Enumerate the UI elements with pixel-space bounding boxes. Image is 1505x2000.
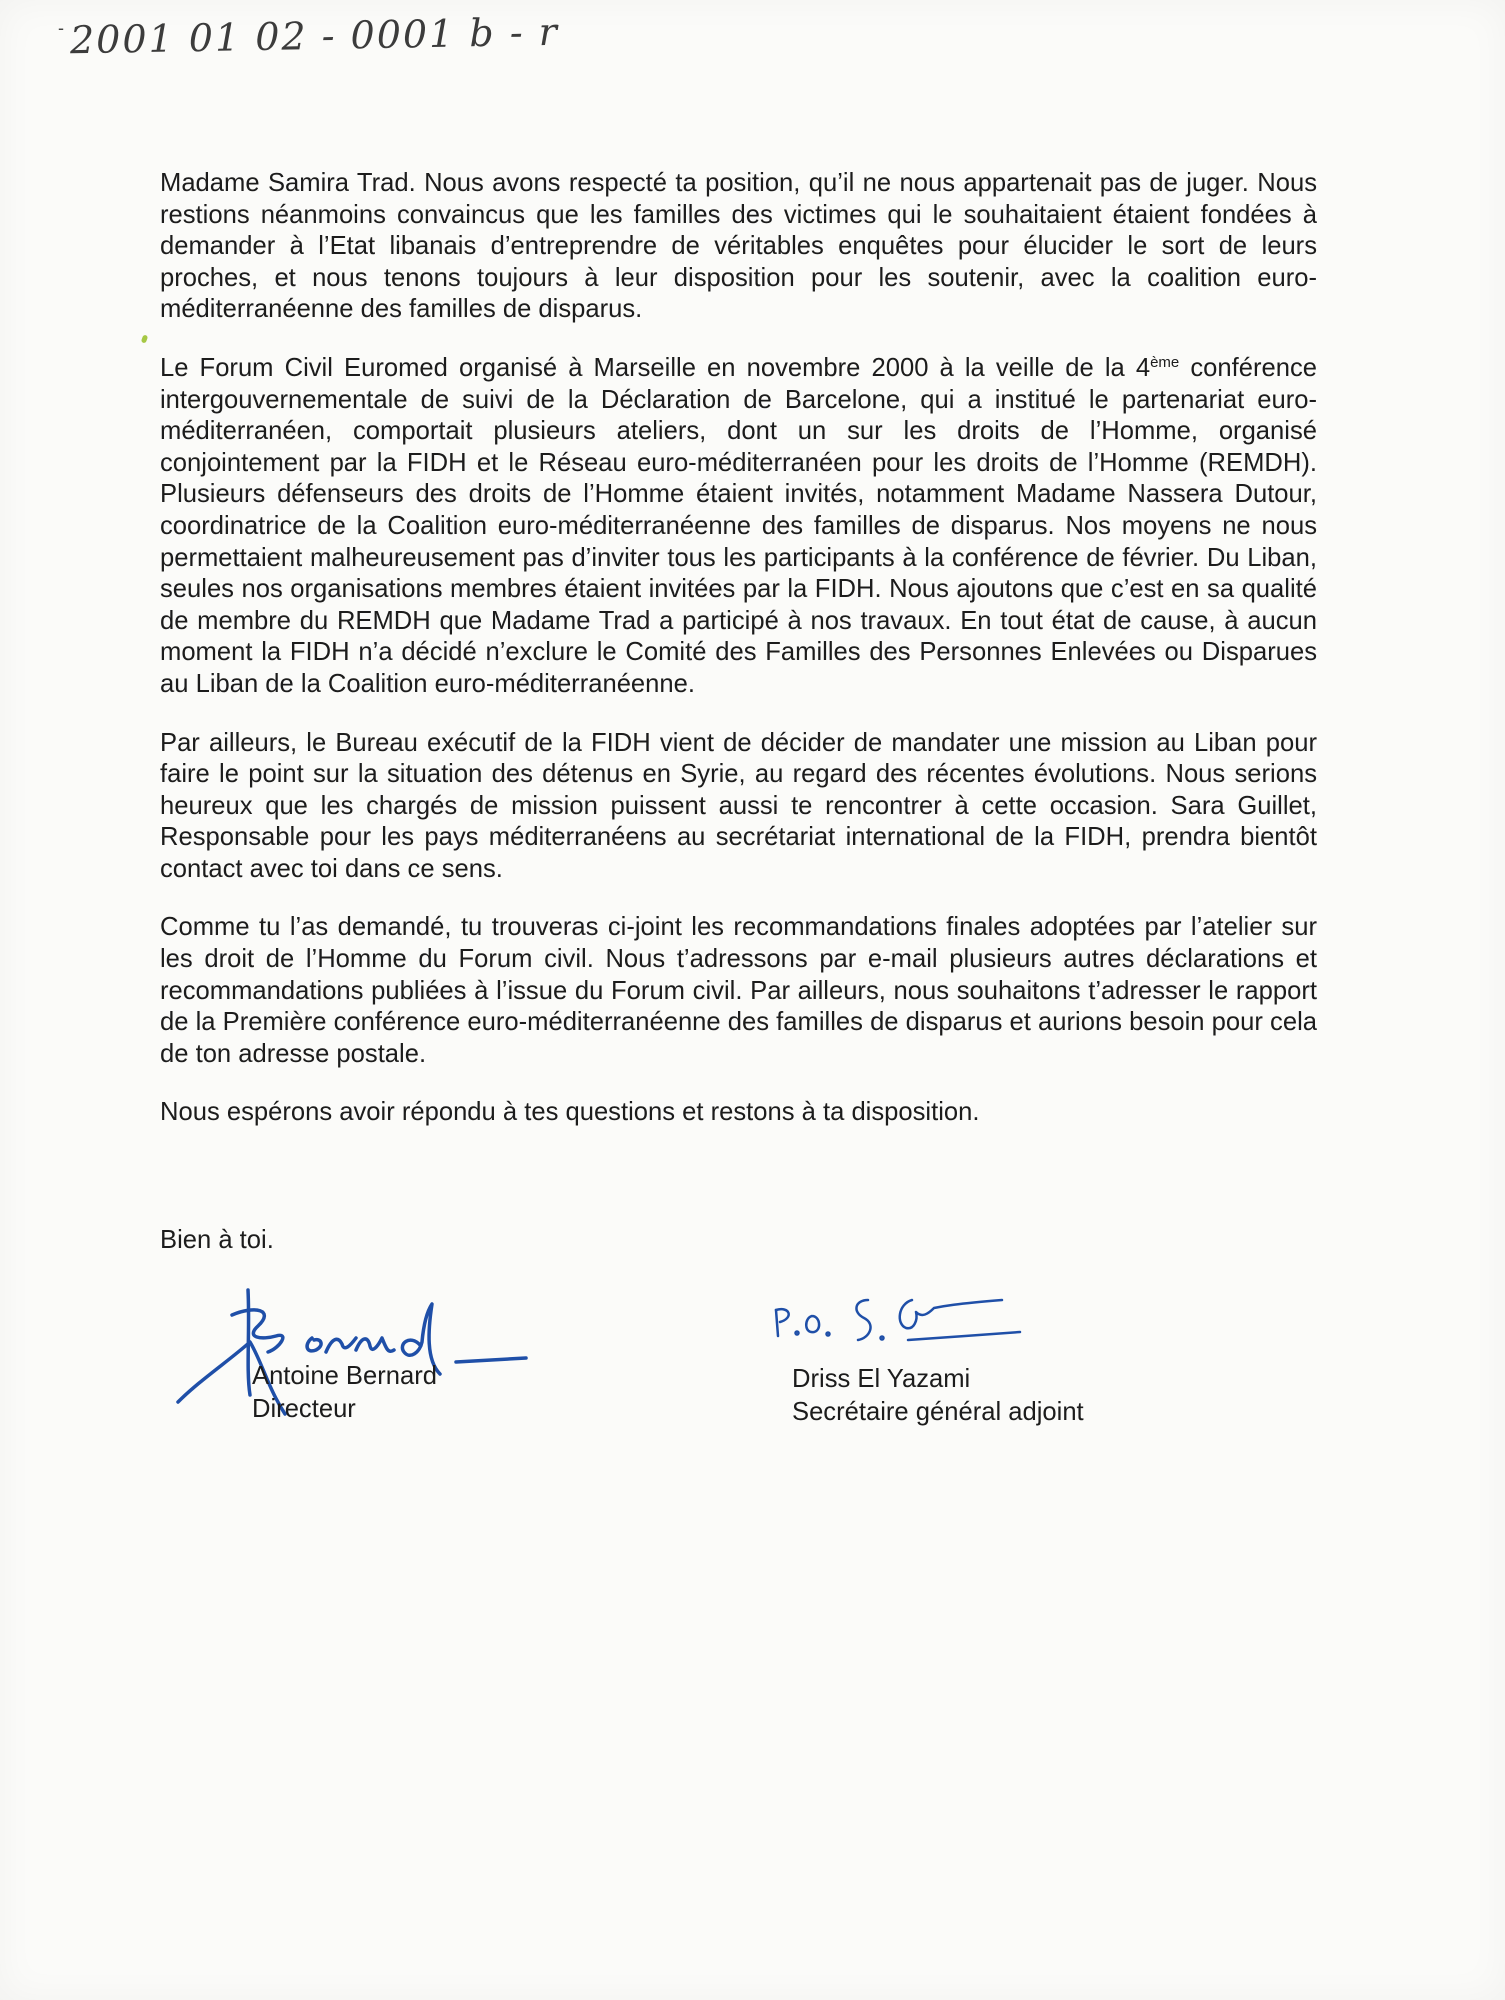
- paragraph-5: Nous espérons avoir répondu à tes questions et restons à ta disposition.: [160, 1098, 980, 1127]
- closing-line: Bien à toi.: [160, 1226, 274, 1254]
- signature-driss-el-yazami: [776, 1300, 1020, 1340]
- paragraph-3: Par ailleurs, le Bureau exécutif de la FIDH vient de décider de mandater une mission au Liban pour faire le point sur la situation des détenus en Syrie, au regard des récentes évolutions. Nous serions heureux que les chargés de mission puissent aussi te rencontrer à cette occasion. Sara Guillet, Responsable pour les pays méditerranéens au secrétariat international de la FIDH, prendra bientôt contact avec toi dans ce sens.: [160, 728, 1317, 883]
- paragraph-2: [160, 353, 1317, 701]
- paragraph-1: Madame Samira Trad. Nous avons respecté ta position, qu’il ne nous appartenait pas de juger. Nous restions néanmoins convaincus que les familles des victimes qui le souhaitaient étaient fondées à demander à l’Etat libanais d’entreprendre de véritables enquêtes pour élucider le sort de leurs proches, et nous tenons toujours à leur disposition pour les soutenir, avec la coalition euro-méditerranéenne des familles de disparus.: [160, 169, 1317, 324]
- letter-body: [160, 168, 1317, 1156]
- signer-title: Directeur: [252, 1395, 356, 1423]
- pencil-tick-mark: -: [58, 18, 64, 38]
- signer-block-left: [252, 1360, 437, 1426]
- handwritten-reference-number: 2001 01 02 - 0001 b - r: [69, 9, 560, 63]
- signer-name: Antoine Bernard: [252, 1362, 437, 1390]
- ink-speck: [141, 334, 148, 343]
- signer-block-right: [792, 1363, 1084, 1429]
- paragraph-2-start: Le Forum Civil Euromed organisé à Marseille en novembre 2000 à la veille de la 4: [160, 353, 1151, 382]
- ordinal-superscript: ème: [1150, 353, 1180, 371]
- paragraph-2-rest: conférence intergouvernementale de suivi de la Déclaration de Barcelone, qui a institué le partenariat euro-méditerranéen, comportait plusieurs ateliers, dont un sur les droits de l’Homme, organisé conjointement par la FIDH et le Réseau euro-méditerranéen pour les droits de l’Homme (REMDH). Plusieurs défenseurs des droits de l’Homme étaient invités, notamment Madame Nassera Dutour, coordinatrice de la Coalition euro-méditerranéenne des familles de disparus. Nos moyens ne nous permettaient malheureusement pas d’inviter tous les participants à la conférence de février. Du Liban, seules nos organisations membres étaient invitées par la FIDH. Nous ajoutons que c’est en sa qualité de membre du REMDH que Madame Trad a participé à nos travaux. En tout état de cause, à aucun moment la FIDH n’a décidé n’exclure le Comité des Familles des Personnes Enlevées ou Disparues au Liban de la Coalition euro-méditerranéenne.: [160, 353, 1317, 698]
- paragraph-4: Comme tu l’as demandé, tu trouveras ci-joint les recommandations finales adoptées par l’atelier sur les droit de l’Homme du Forum civil. Nous t’adressons par e-mail plusieurs autres déclarations et recommandations publiées à l’issue du Forum civil. Par ailleurs, nous souhaitons t’adresser le rapport de la Première conférence euro-méditerranéenne des familles de disparus et aurions besoin pour cela de ton adresse postale.: [160, 913, 1317, 1068]
- signer-title: Secrétaire général adjoint: [792, 1398, 1084, 1426]
- signer-name: Driss El Yazami: [792, 1365, 971, 1393]
